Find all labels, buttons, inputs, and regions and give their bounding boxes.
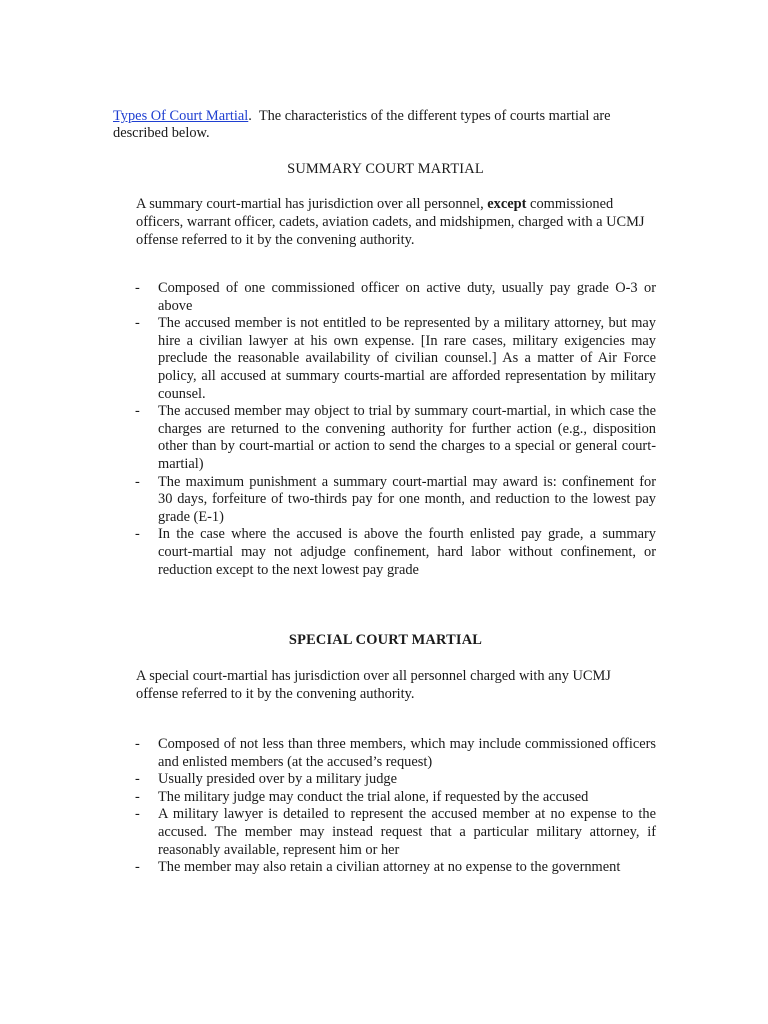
intro-text: The characteristics of the different types of courts martial are described below. xyxy=(113,108,615,141)
intro-paragraph xyxy=(113,108,658,142)
special-bullet-4 xyxy=(135,806,656,859)
dash-marker: - xyxy=(135,771,140,788)
dash-marker: - xyxy=(135,403,140,420)
summary-court-martial-heading: SUMMARY COURT MARTIAL xyxy=(287,161,484,177)
bullet-text: In the case where the accused is above the fourth enlisted pay grade, a summary court-martial may not adjudge confinement, hard labor without confinement, or reduction except to the next lowest pay grade xyxy=(158,526,656,578)
types-of-court-martial-link[interactable]: Types Of Court Martial xyxy=(113,108,249,124)
summary-para-after: commissioned officers, warrant officer, cadets, aviation cadets, and midshipmen, charged with a UCMJ offense referred to it by the convening authority. xyxy=(136,196,645,248)
intro-link-suffix: . xyxy=(248,108,252,124)
summary-para-bold: except xyxy=(487,196,527,212)
dash-marker: - xyxy=(135,473,140,490)
summary-bullet-4 xyxy=(135,474,656,527)
summary-bullet-1 xyxy=(135,280,656,315)
bullet-text: The member may also retain a civilian attorney at no expense to the government xyxy=(158,859,621,876)
dash-marker: - xyxy=(135,315,140,332)
bullet-text: Usually presided over by a military judge xyxy=(158,771,397,788)
bullet-text: Composed of one commissioned officer on active duty, usually pay grade O-3 or above xyxy=(158,280,656,314)
summary-para-before: A summary court-martial has jurisdiction over all personnel, xyxy=(136,196,488,212)
special-bullet-3 xyxy=(135,789,656,807)
dash-marker: - xyxy=(135,859,140,876)
bullet-text: A military lawyer is detailed to represent the accused member at no expense to the accused. The member may instead request that a particular military attorney, if reasonably available, represent him or her xyxy=(158,806,656,858)
summary-jurisdiction-paragraph xyxy=(136,195,656,249)
dash-marker: - xyxy=(135,280,140,296)
summary-bullet-3 xyxy=(135,403,656,473)
bullet-text: The maximum punishment a summary court-martial may award is: confinement for 30 days, forfeiture of two-thirds pay for one month, and reduction to the lowest pay grade (E-1) xyxy=(158,473,656,525)
special-bullet-2 xyxy=(135,771,656,789)
summary-bullet-5 xyxy=(135,526,656,579)
dash-marker: - xyxy=(135,806,140,823)
special-bullet-1 xyxy=(135,736,656,771)
bullet-text: The military judge may conduct the trial alone, if requested by the accused xyxy=(158,788,589,805)
summary-bullet-2 xyxy=(135,315,656,403)
bullet-text: The accused member is not entitled to be represented by a military attorney, but may hire a civilian lawyer at his own expense. [In rare cases, military exigencies may preclude the reasonable availability of civilian counsel.] As a matter of Air Force policy, all accused at summary courts-martial are afforded representation by military counsel. xyxy=(158,315,656,402)
special-jurisdiction-paragraph: A special court-martial has jurisdiction over all personnel charged with any UCMJ offense referred to it by the convening authority. xyxy=(136,668,611,702)
special-bullet-list xyxy=(135,736,656,877)
special-bullet-5 xyxy=(135,859,656,877)
bullet-text: The accused member may object to trial by summary court-martial, in which case the charges are returned to the convening authority for further action (e.g., disposition other than by court-martial or action to send the charges to a special or general court-martial) xyxy=(158,403,656,472)
dash-marker: - xyxy=(135,526,140,543)
summary-bullet-list xyxy=(135,280,656,579)
special-court-martial-heading: SPECIAL COURT MARTIAL xyxy=(288,632,483,648)
bullet-text: Composed of not less than three members, which may include commissioned officers and enlisted members (at the accused’s request) xyxy=(158,736,656,770)
dash-marker: - xyxy=(135,736,140,752)
dash-marker: - xyxy=(135,788,140,805)
